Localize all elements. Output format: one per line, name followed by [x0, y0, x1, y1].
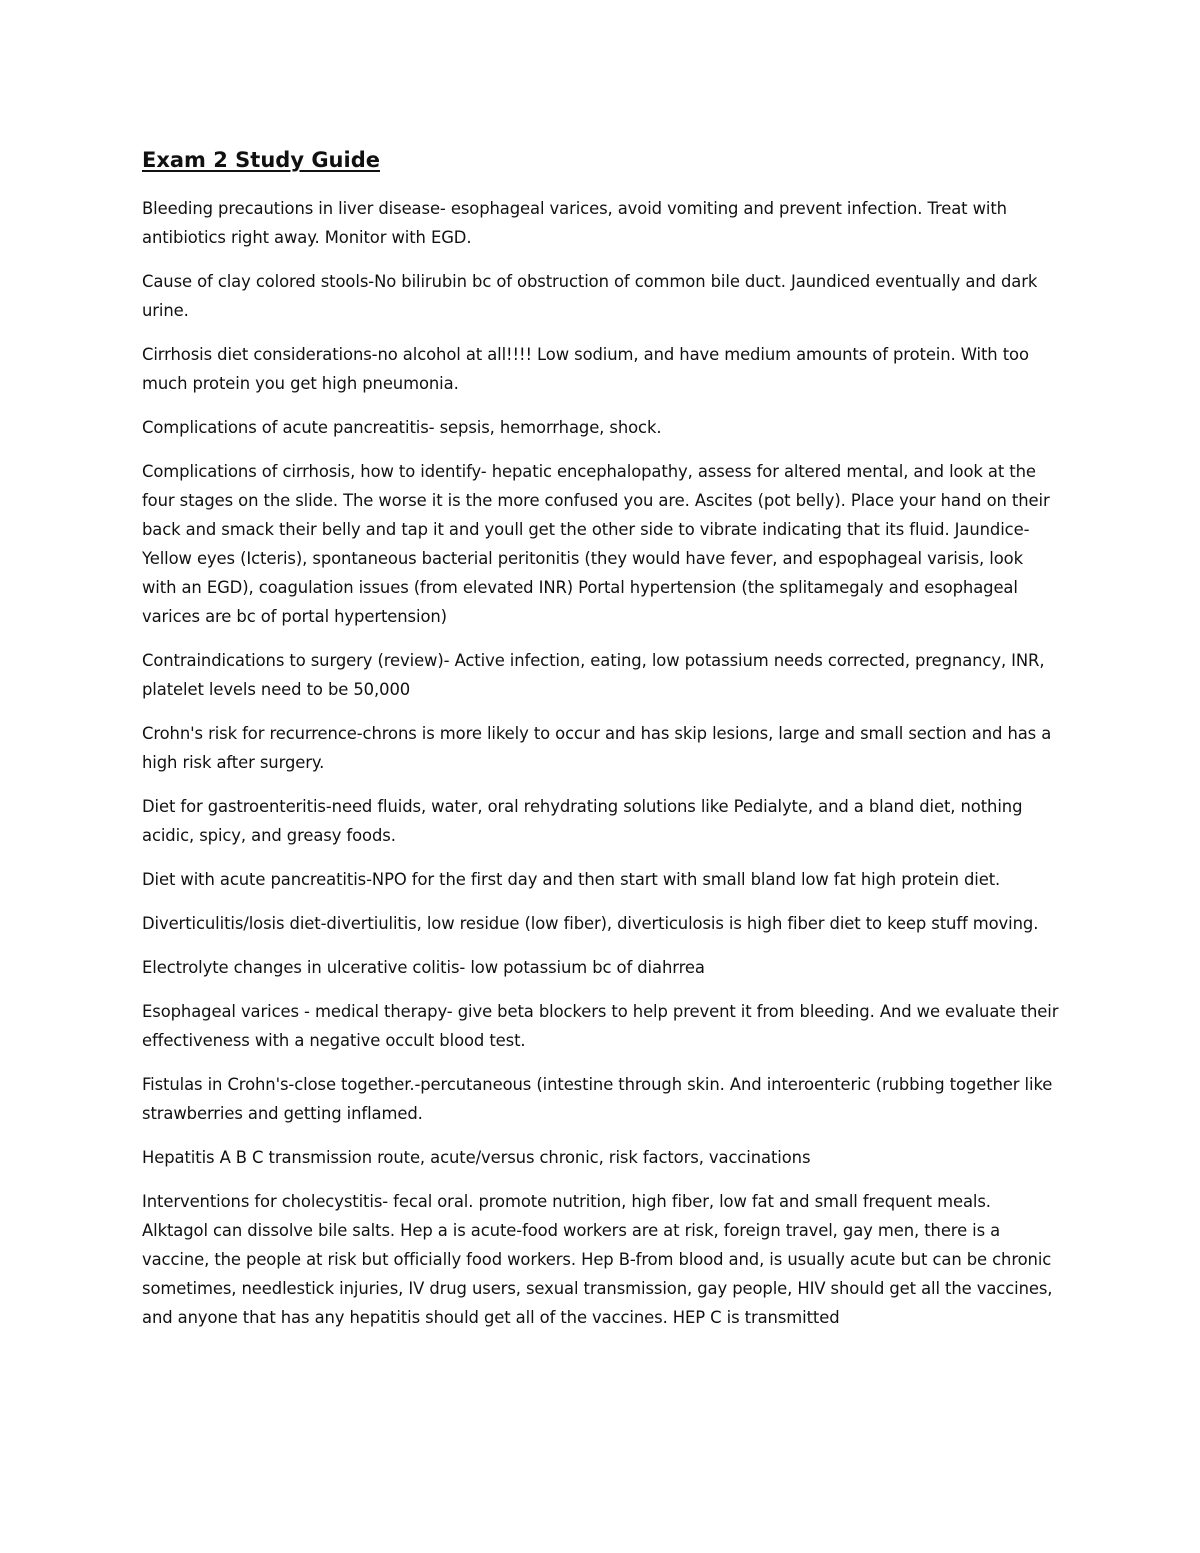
- paragraph-cholecystitis-interventions: Interventions for cholecystitis- fecal oral. promote nutrition, high fiber, low fat and small frequent meals. Alktagol can dissolve bile salts. Hep a is acute-food workers are at risk, foreign travel, gay men, there is a vaccine, the people at risk but officially food workers. Hep B-from blood and, is usually acute but can be chronic sometimes, needlestick injuries, IV drug users, sexual transmission, gay people, HIV should get all the vaccines, and anyone that has any hepatitis should get all of the vaccines. HEP C is transmitted: [142, 1192, 1053, 1327]
- paragraph-clay-colored-stools: Cause of clay colored stools-No bilirubin bc of obstruction of common bile duct. Jaundiced eventually and dark urine.: [142, 272, 1038, 320]
- paragraph-ulcerative-colitis-electrolytes: Electrolyte changes in ulcerative colitis- low potassium bc of diahrrea: [142, 958, 705, 977]
- paragraph-crohns-recurrence: Crohn's risk for recurrence-chrons is more likely to occur and has skip lesions, large and small section and has a high risk after surgery.: [142, 724, 1052, 772]
- paragraph-bleeding-precautions: Bleeding precautions in liver disease- esophageal varices, avoid vomiting and prevent infection. Treat with antibiotics right away. Monitor with EGD.: [142, 199, 1007, 247]
- paragraph-gastroenteritis-diet: Diet for gastroenteritis-need fluids, water, oral rehydrating solutions like Pedialyte, and a bland diet, nothing acidic, spicy, and greasy foods.: [142, 797, 1023, 845]
- paragraph-pancreatitis-diet: Diet with acute pancreatitis-NPO for the first day and then start with small bland low fat high protein diet.: [142, 870, 1001, 889]
- paragraph-cirrhosis-complications: Complications of cirrhosis, how to identify- hepatic encephalopathy, assess for altered mental, and look at the four stages on the slide. The worse it is the more confused you are. Ascites (pot belly). Place your hand on their back and smack their belly and tap it and youll get the other side to vibrate indicating that its fluid. Jaundice-Yellow eyes (Icteris), spontaneous bacterial peritonitis (they would have fever, and espophageal varisis, look with an EGD), coagulation issues (from elevated INR) Portal hypertension (the splitamegaly and esophageal varices are bc of portal hypertension): [142, 462, 1050, 626]
- paragraph-hepatitis-transmission: Hepatitis A B C transmission route, acute/versus chronic, risk factors, vaccinations: [142, 1148, 811, 1167]
- document-title: Exam 2 Study Guide: [142, 148, 380, 172]
- paragraph-diverticulitis-diet: Diverticulitis/losis diet-divertiulitis, low residue (low fiber), diverticulosis is high fiber diet to keep stuff moving.: [142, 914, 1039, 933]
- paragraph-esophageal-varices-therapy: Esophageal varices - medical therapy- give beta blockers to help prevent it from bleeding. And we evaluate their effectiveness with a negative occult blood test.: [142, 1002, 1059, 1050]
- paragraph-cirrhosis-diet: Cirrhosis diet considerations-no alcohol at all!!!! Low sodium, and have medium amounts of protein. With too much protein you get high pneumonia.: [142, 345, 1029, 393]
- paragraph-surgery-contraindications: Contraindications to surgery (review)- Active infection, eating, low potassium needs corrected, pregnancy, INR, platelet levels need to be 50,000: [142, 651, 1045, 699]
- paragraph-pancreatitis-complications: Complications of acute pancreatitis- sepsis, hemorrhage, shock.: [142, 418, 662, 437]
- paragraph-crohns-fistulas: Fistulas in Crohn's-close together.-percutaneous (intestine through skin. And interoenteric (rubbing together like strawberries and getting inflamed.: [142, 1075, 1053, 1123]
